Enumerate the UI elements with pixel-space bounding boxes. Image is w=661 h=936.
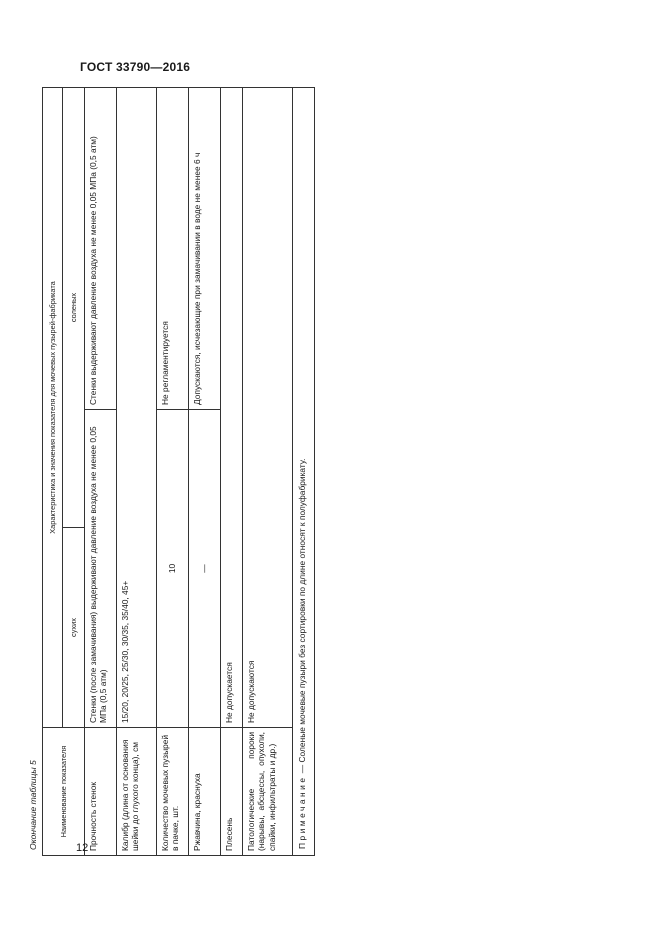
table-row [243,88,293,856]
row-dry-value: 15/20, 20/25, 25/30, 30/35, 35/40, 45+ [117,88,157,728]
table-note [293,88,315,856]
table-row [85,88,117,856]
row-combined-value: Не допускаются [243,88,293,728]
row-name: Калибр (длина от основания шейки до глухого конца), см [117,728,157,856]
row-name: Прочность стенок [85,728,117,856]
table-caption: Окончание таблицы 5 [28,760,38,850]
row-salted-value: Не регламентируется [157,88,189,410]
table-row [189,88,221,856]
note-label: Примечание [297,775,307,849]
row-combined-value: Не допускается [221,88,243,728]
header-salted: соленых [63,88,85,528]
row-name: Патологические пороки (нарывы, абсцессы, опухоли, спайки, инфильтраты и др.) [243,728,293,856]
row-dry-value: 10 [157,410,189,728]
row-dry-value: Стенки (после замачивания) выдерживают давление воздуха не менее 0,05 МПа (0,5 атм) [85,410,117,728]
header-characteristics: Характеристика и значения показателя для мочевых пузырей-фабриката [43,88,63,728]
header-indicator-name: Наименование показателя [43,728,85,856]
page-number: 12 [76,842,89,854]
table-row [221,88,243,856]
row-name: Ржавчина, краснуха [189,728,221,856]
rotated-table-block [28,88,370,856]
row-name: Количество мочевых пузырей в пачке, шт. [157,728,189,856]
note-text: — Соленые мочевые пузыри без сортировки по длине относят к полуфабрикату. [297,458,307,776]
row-salted-value: Стенки выдерживают давление воздуха не менее 0,05 МПа (0,5 атм) [85,88,117,410]
row-name: Плесень [221,728,243,856]
table-note-row [293,88,315,856]
table-header-row [43,88,63,856]
row-salted-value: Допускаются, исчезающие при замачивании в воде не менее 6 ч [189,88,221,410]
header-dry: сухих [63,528,85,728]
table-row [157,88,189,856]
document-header: ГОСТ 33790—2016 [80,60,191,74]
indicators-table [42,87,315,856]
table-row [117,88,157,856]
row-dry-value: — [189,410,221,728]
